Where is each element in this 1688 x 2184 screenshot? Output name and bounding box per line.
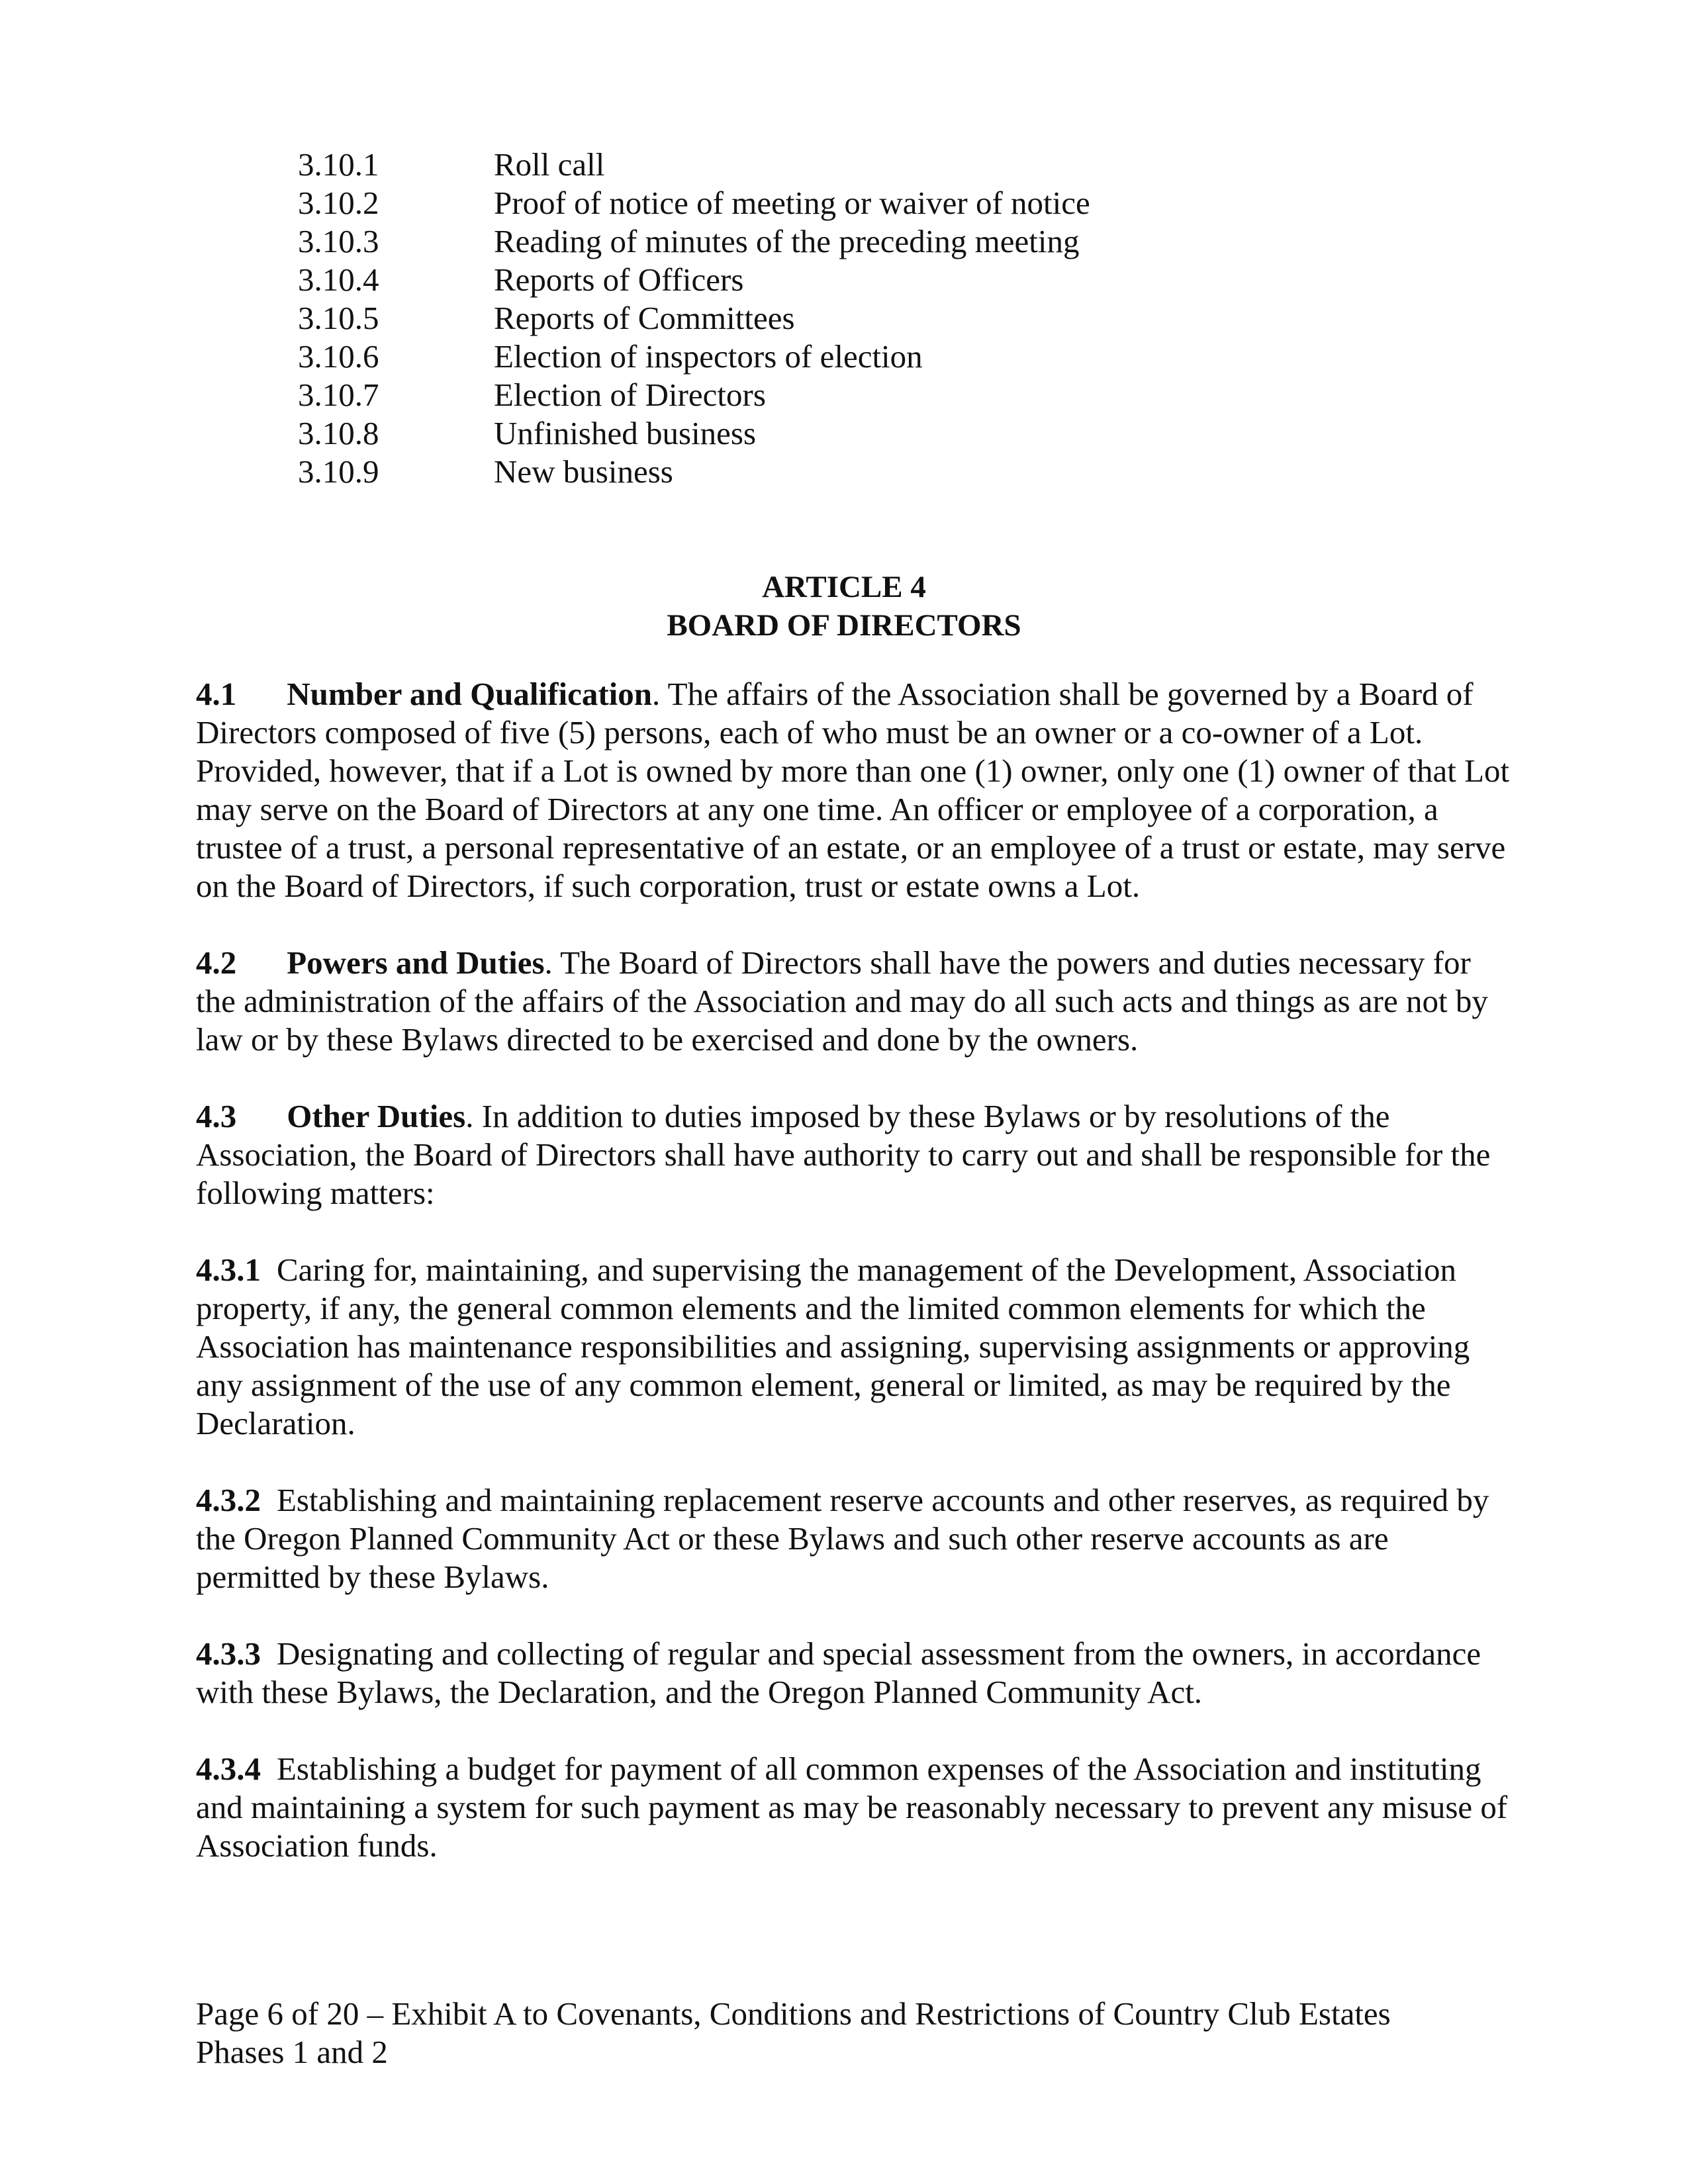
section-text: Establishing and maintaining replacement reserve accounts and other reserves, as required by the Oregon Planned Community Act or these Bylaws and such other reserve accounts as are permitted by these Bylaws.	[196, 1482, 1489, 1595]
agenda-item	[298, 261, 1090, 299]
section-4-2	[196, 944, 1513, 1059]
agenda-item-text: Reading of minutes of the preceding meeting	[494, 223, 1080, 259]
agenda-item-text: Roll call	[494, 146, 605, 183]
agenda-item-number: 3.10.7	[298, 377, 379, 413]
article-title: BOARD OF DIRECTORS	[667, 608, 1021, 643]
article-heading	[0, 568, 1688, 645]
agenda-item	[298, 338, 1090, 376]
section-number: 4.3.3	[196, 1635, 261, 1672]
section-4-3-4	[196, 1750, 1513, 1865]
section-number: 4.3.4	[196, 1751, 261, 1787]
section-number: 4.2	[196, 944, 237, 981]
page-footer	[196, 1995, 1553, 2071]
section-4-3-3	[196, 1635, 1513, 1711]
footer-line-1: Page 6 of 20 – Exhibit A to Covenants, Conditions and Restrictions of Country Club Estates	[196, 1995, 1391, 2032]
agenda-item-text: New business	[494, 453, 673, 490]
section-text: Designating and collecting of regular and special assessment from the owners, in accordance with these Bylaws, the Declaration, and the Oregon Planned Community Act.	[196, 1635, 1481, 1710]
agenda-item-text: Election of inspectors of election	[494, 338, 923, 375]
agenda-item	[298, 146, 1090, 184]
section-4-1	[196, 675, 1513, 905]
agenda-item	[298, 222, 1090, 261]
agenda-item-number: 3.10.5	[298, 300, 379, 336]
section-number: 4.3.2	[196, 1482, 261, 1518]
agenda-item	[298, 414, 1090, 453]
section-number: 4.1	[196, 676, 237, 712]
agenda-item	[298, 453, 1090, 491]
agenda-item-text: Election of Directors	[494, 377, 766, 413]
article-body	[196, 675, 1513, 1903]
section-title: Other Duties	[287, 1098, 466, 1134]
agenda-item-number: 3.10.6	[298, 338, 379, 375]
agenda-item	[298, 376, 1090, 414]
agenda-item	[298, 184, 1090, 222]
section-title: Number and Qualification	[287, 676, 653, 712]
agenda-item-number: 3.10.4	[298, 261, 379, 298]
section-text: . The affairs of the Association shall be governed by a Board of Directors composed of five (5) persons, each of who must be an owner or a co-owner of a Lot. Provided, however, that if a Lot is owned by more than one (1) owner, only one (1) owner of that Lot may serve on the Board of Directors at any one time. An officer or employee of a corporation, a trustee of a trust, a personal representative of an estate, or an employee of a trust or estate, may serve on the Board of Directors, if such corporation, trust or estate owns a Lot.	[196, 676, 1510, 904]
section-4-3-1	[196, 1251, 1513, 1443]
agenda-item-number: 3.10.1	[298, 146, 379, 183]
agenda-list	[298, 146, 1090, 491]
section-title: Powers and Duties	[287, 944, 545, 981]
agenda-item-number: 3.10.3	[298, 223, 379, 259]
agenda-item-number: 3.10.8	[298, 415, 379, 451]
agenda-item-number: 3.10.9	[298, 453, 379, 490]
agenda-item	[298, 299, 1090, 338]
agenda-item-text: Reports of Officers	[494, 261, 744, 298]
section-number: 4.3	[196, 1098, 237, 1134]
section-number: 4.3.1	[196, 1251, 261, 1288]
agenda-item-text: Reports of Committees	[494, 300, 795, 336]
section-text: Caring for, maintaining, and supervising the management of the Development, Association property, if any, the general common elements and the limited common elements for which the Association has maintenance responsibilities and assigning, supervising assignments or approving any assignment of the use of any common element, general or limited, as may be required by the Declaration.	[196, 1251, 1470, 1441]
section-4-3	[196, 1097, 1513, 1212]
section-4-3-2	[196, 1481, 1513, 1596]
agenda-item-number: 3.10.2	[298, 185, 379, 221]
section-text: . The Board of Directors shall have the powers and duties necessary for the administration of the affairs of the Association and may do all such acts and things as are not by law or by these Bylaws directed to be exercised and done by the owners.	[196, 944, 1488, 1058]
agenda-item-text: Proof of notice of meeting or waiver of notice	[494, 185, 1090, 221]
section-text: Establishing a budget for payment of all common expenses of the Association and instituting and maintaining a system for such payment as may be reasonably necessary to prevent any misuse of Association funds.	[196, 1751, 1508, 1864]
section-text: . In addition to duties imposed by these Bylaws or by resolutions of the Association, the Board of Directors shall have authority to carry out and shall be responsible for the following matters:	[196, 1098, 1491, 1211]
article-number: ARTICLE 4	[762, 570, 926, 604]
agenda-item-text: Unfinished business	[494, 415, 757, 451]
footer-line-2: Phases 1 and 2	[196, 2034, 388, 2070]
